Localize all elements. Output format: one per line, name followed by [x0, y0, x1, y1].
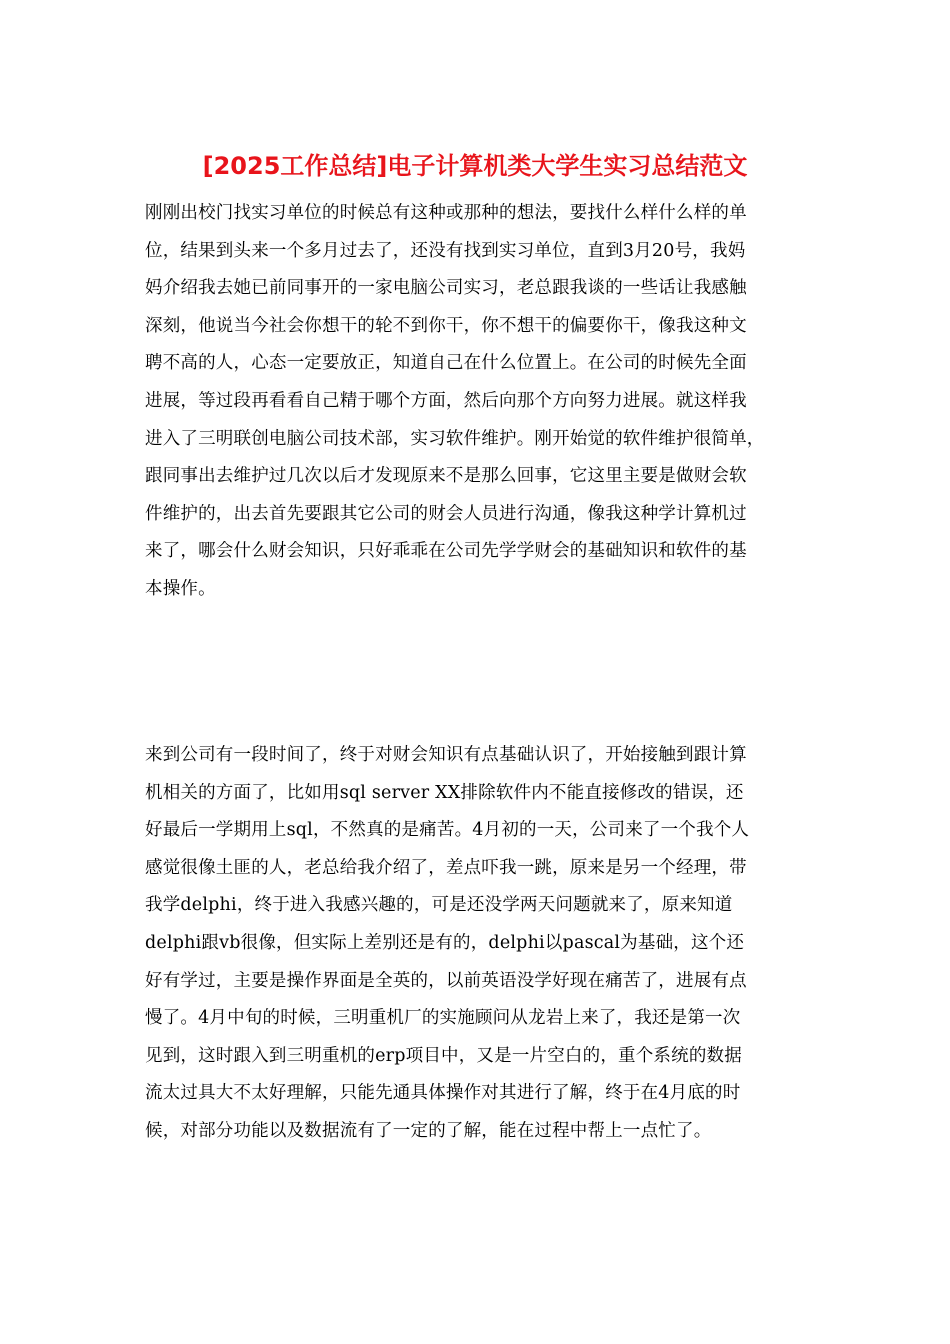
paragraph-line: 件维护的，出去首先要跟其它公司的财会人员进行沟通，像我这种学计算机过	[145, 503, 747, 524]
paragraph-2	[145, 737, 810, 1151]
paragraph-line: 妈介绍我去她已前同事开的一家电脑公司实习，老总跟我谈的一些话让我感触	[145, 278, 747, 299]
paragraph-line: 刚刚出校门找实习单位的时候总有这种或那种的想法，要找什么样什么样的单	[145, 203, 747, 223]
paragraph-line: 候，对部分功能以及数据流有了一定的了解，能在过程中帮上一点忙了。	[145, 1120, 712, 1141]
paragraph-line: 聘不高的人，心态一定要放正，知道自己在什么位置上。在公司的时候先全面	[145, 353, 747, 374]
paragraph-1	[145, 195, 810, 609]
document-title: [2025工作总结]电子计算机类大学生实习总结范文	[202, 152, 748, 180]
paragraph-line: 深刻，他说当今社会你想干的轮不到你干，你不想干的偏要你干，像我这种文	[145, 315, 747, 336]
paragraph-line: 进展，等过段再看看自己精于哪个方面，然后向那个方向努力进展。就这样我	[145, 390, 747, 411]
paragraph-line: 本操作。	[145, 578, 216, 599]
paragraph-line: 好最后一学期用上sql，不然真的是痛苦。4月初的一天，公司来了一个我个人	[145, 820, 750, 841]
paragraph-line: 感觉很像土匪的人，老总给我介绍了，差点吓我一跳，原来是另一个经理，带	[145, 857, 747, 878]
paragraph-line: 进入了三明联创电脑公司技术部，实习软件维护。刚开始觉的软件维护很简单，	[145, 428, 765, 449]
paragraph-line: 我学delphi，终于进入我感兴趣的，可是还没学两天问题就来了，原来知道	[145, 895, 733, 916]
paragraph-line: 来到公司有一段时间了，终于对财会知识有点基础认识了，开始接触到跟计算	[145, 745, 747, 765]
paragraph-line: 位，结果到头来一个多月过去了，还没有找到实习单位，直到3月20号，我妈	[145, 240, 746, 261]
paragraph-line: 跟同事出去维护过几次以后才发现原来不是那么回事，它这里主要是做财会软	[145, 466, 747, 487]
paragraph-line: 机相关的方面了，比如用sql server XX排除软件内不能直接修改的错误，还	[145, 782, 744, 803]
paragraph-line: 好有学过，主要是操作界面是全英的，以前英语没学好现在痛苦了，进展有点	[145, 970, 747, 991]
paragraph-line: delphi跟vb很像，但实际上差别还是有的，delphi以pascal为基础，这个还	[145, 932, 745, 953]
paragraph-line: 流太过具大不太好理解，只能先通具体操作对其进行了解，终于在4月底的时	[145, 1083, 741, 1104]
paragraph-line: 来了，哪会什么财会知识，只好乖乖在公司先学学财会的基础知识和软件的基	[145, 541, 747, 562]
paragraph-line: 慢了。4月中旬的时候，三明重机厂的实施顾问从龙岩上来了，我还是第一次	[145, 1008, 741, 1029]
paragraph-line: 见到，这时跟入到三明重机的erp项目中，又是一片空白的，重个系统的数据	[145, 1045, 742, 1066]
